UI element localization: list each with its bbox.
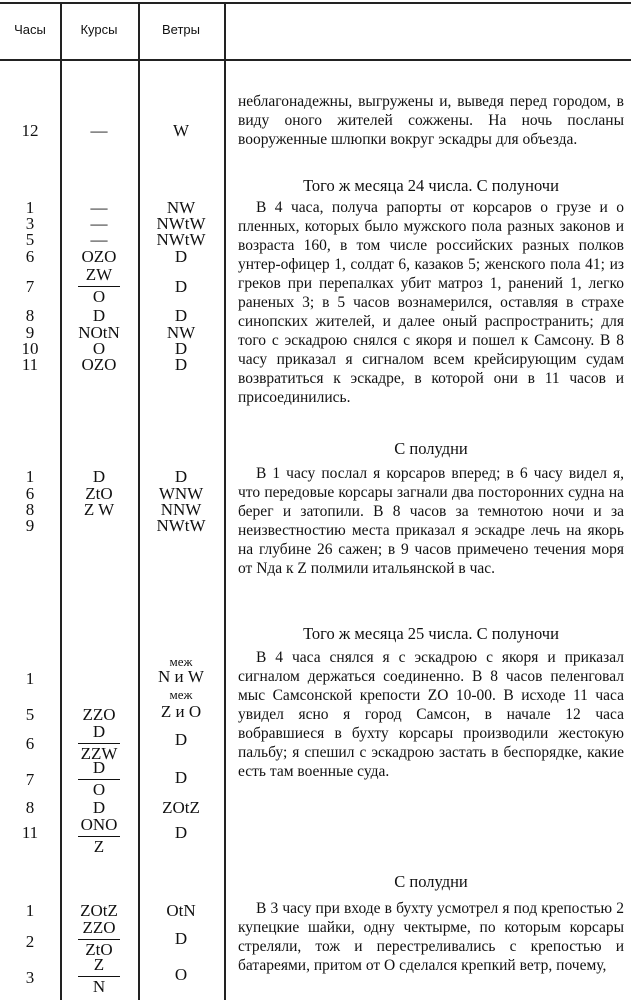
hour-cell: 6 xyxy=(25,247,35,266)
hour-cell: 12 xyxy=(21,121,39,140)
course-cell: OZO xyxy=(81,355,117,374)
column-header-winds: Ветры xyxy=(162,22,200,37)
log-text: неблагонадежны, выгружены и, выведя перед городом, в виду оного жителей сожжены. На ночь посланы вооруженные шлюпки вокруг эскадры для объезда. xyxy=(238,93,624,148)
wind-cell: D xyxy=(174,277,188,296)
hour-cell: 6 xyxy=(25,484,35,503)
course-denominator: Z xyxy=(93,837,105,857)
hour-cell: 3 xyxy=(25,968,35,987)
wind-prefix: меж xyxy=(169,687,193,702)
wind-cell: D xyxy=(174,306,188,325)
wind-cell: D xyxy=(174,768,188,787)
wind-cell: NWtW xyxy=(156,214,206,233)
hour-cell: 2 xyxy=(25,932,35,951)
course-denominator: ZZW xyxy=(80,744,118,764)
wind-cell: NWtW xyxy=(156,230,206,249)
wind-cell: NNW xyxy=(160,500,202,519)
hour-cell: 1 xyxy=(25,901,35,920)
wind-cell: D xyxy=(174,823,188,842)
course-numerator: ZZO xyxy=(82,918,116,937)
section-heading: Того ж месяца 24 числа. С полуночи xyxy=(303,176,559,195)
log-text-paragraph xyxy=(238,899,624,975)
wind-cell: D xyxy=(174,355,188,374)
course-numerator: Z xyxy=(93,955,105,974)
wind-prefix: меж xyxy=(169,654,193,669)
course-fraction xyxy=(60,758,138,798)
course-denominator: O xyxy=(92,780,106,800)
wind-cell: N и W xyxy=(158,667,204,686)
course-cell: — xyxy=(90,198,108,217)
course-cell: D xyxy=(92,467,106,486)
course-cell: D xyxy=(92,306,106,325)
hour-cell: 5 xyxy=(25,230,35,249)
course-cell: OZO xyxy=(81,247,117,266)
course-fraction xyxy=(60,722,138,762)
section-heading: С полудни xyxy=(394,439,468,458)
wind-cell: Z и O xyxy=(160,702,202,721)
course-cell: D xyxy=(92,798,106,817)
section-heading: С полудни xyxy=(394,872,468,891)
hour-cell: 7 xyxy=(25,277,35,296)
log-text-paragraph xyxy=(238,464,624,578)
hour-cell: 11 xyxy=(21,355,39,374)
log-text-paragraph xyxy=(238,198,624,407)
course-denominator: O xyxy=(92,287,106,307)
hour-cell: 5 xyxy=(25,705,35,724)
hour-cell: 8 xyxy=(25,306,35,325)
hour-cell: 8 xyxy=(25,500,35,519)
course-cell: — xyxy=(90,121,108,140)
course-cell: O xyxy=(92,339,106,358)
column-header-hours: Часы xyxy=(14,22,46,37)
course-cell: — xyxy=(90,230,108,249)
column-header-courses: Курсы xyxy=(80,22,118,37)
wind-cell: D xyxy=(174,730,188,749)
log-text: В 4 часа, получа рапорты от корсаров о грузе и о пленных, которых было мужского пола разных законов и возраста 160, в том числе российских разных полков унтер-офицер 1, солдат 6, казаков 5; женского пола 41; из греков при перепалках убит матроз 1, ранений 1, легко раненых 3; в 5 часов вознамерился, оставляя в страхе синопских жителей, и далее оный распространить; для того с эскадрою снялся с якоря и пошел к Самсону. В 8 часу приказал я сигналом всем крейсирующим судам возвратиться к эскадре, в которой они в 11 часов и присоединились. xyxy=(238,199,624,406)
wind-cell: NW xyxy=(166,198,196,217)
course-denominator: N xyxy=(92,977,106,997)
wind-cell: OtN xyxy=(166,901,196,920)
hour-cell: 7 xyxy=(25,770,35,789)
course-cell: ZOtZ xyxy=(80,901,118,920)
hour-cell: 8 xyxy=(25,798,35,817)
hour-cell: 1 xyxy=(25,669,35,688)
log-text: В 4 часа снялся я с эскадрою с якоря и приказал сигналом держаться соединенно. В 8 часов пеленговал мыс Самсонской крепости ZO 10-00. В исходе 11 часа увидел ясно я город Самсон, в начале 12 часа вобравшиеся в бухту корсары производили жестокую пальбу; я спешил с эскадрою застать в беспорядке, какие есть там военные суда. xyxy=(238,649,624,780)
hour-cell: 6 xyxy=(25,734,35,753)
course-numerator: ZW xyxy=(85,265,113,284)
wind-cell: D xyxy=(174,339,188,358)
hour-cell: 1 xyxy=(25,467,35,486)
course-cell: ZZO xyxy=(82,705,116,724)
column-divider-3 xyxy=(224,2,226,1000)
hour-cell: 3 xyxy=(25,214,35,233)
hour-cell: 9 xyxy=(25,323,35,342)
wind-cell: ZOtZ xyxy=(162,798,200,817)
course-denominator: ZtO xyxy=(85,940,113,960)
course-fraction xyxy=(60,265,138,305)
log-text-paragraph xyxy=(238,92,624,149)
course-fraction xyxy=(60,815,138,855)
course-fraction xyxy=(60,955,138,995)
header-bottom-rule xyxy=(0,59,631,61)
course-numerator: D xyxy=(92,758,106,777)
log-text: В 1 часу послал я корсаров вперед; в 6 часу видел я, что передовые корсары загнали два посторонних судна на берег и затопили. В 8 часов за темнотою ночи и за неизвестностию места приказал я эскадре лечь на якорь на глубине 26 сажен; в 9 часов примечено течения моря от Nда к Z полмили итальянской в час. xyxy=(238,465,624,577)
wind-cell: NWtW xyxy=(156,516,206,535)
course-fraction xyxy=(60,918,138,958)
wind-cell: NW xyxy=(166,323,196,342)
wind-cell: O xyxy=(174,965,188,984)
course-cell: NOtN xyxy=(78,323,120,342)
wind-cell: D xyxy=(174,929,188,948)
section-heading: Того ж месяца 25 числа. С полуночи xyxy=(303,624,559,643)
wind-cell: D xyxy=(174,467,188,486)
course-numerator: D xyxy=(92,722,106,741)
hour-cell: 9 xyxy=(25,516,35,535)
hour-cell: 1 xyxy=(25,198,35,217)
course-numerator: ONO xyxy=(80,815,118,834)
wind-cell: W xyxy=(172,121,190,140)
log-text-paragraph xyxy=(238,648,624,781)
hour-cell: 11 xyxy=(21,823,39,842)
header-top-rule xyxy=(0,2,631,4)
wind-cell: WNW xyxy=(158,484,204,503)
log-text: В 3 часу при входе в бухту усмотрел я под крепостью 2 купецкие шайки, одну чектырме, по которым корсары стреляли, тож и перестреливались с крепостью и батареями, притом от O сделался крепкий ветр, почему, xyxy=(238,900,624,974)
hour-cell: 10 xyxy=(21,339,39,358)
wind-cell: D xyxy=(174,247,188,266)
course-cell: Z W xyxy=(83,500,115,519)
course-cell: ZtO xyxy=(85,484,113,503)
course-cell: — xyxy=(90,214,108,233)
